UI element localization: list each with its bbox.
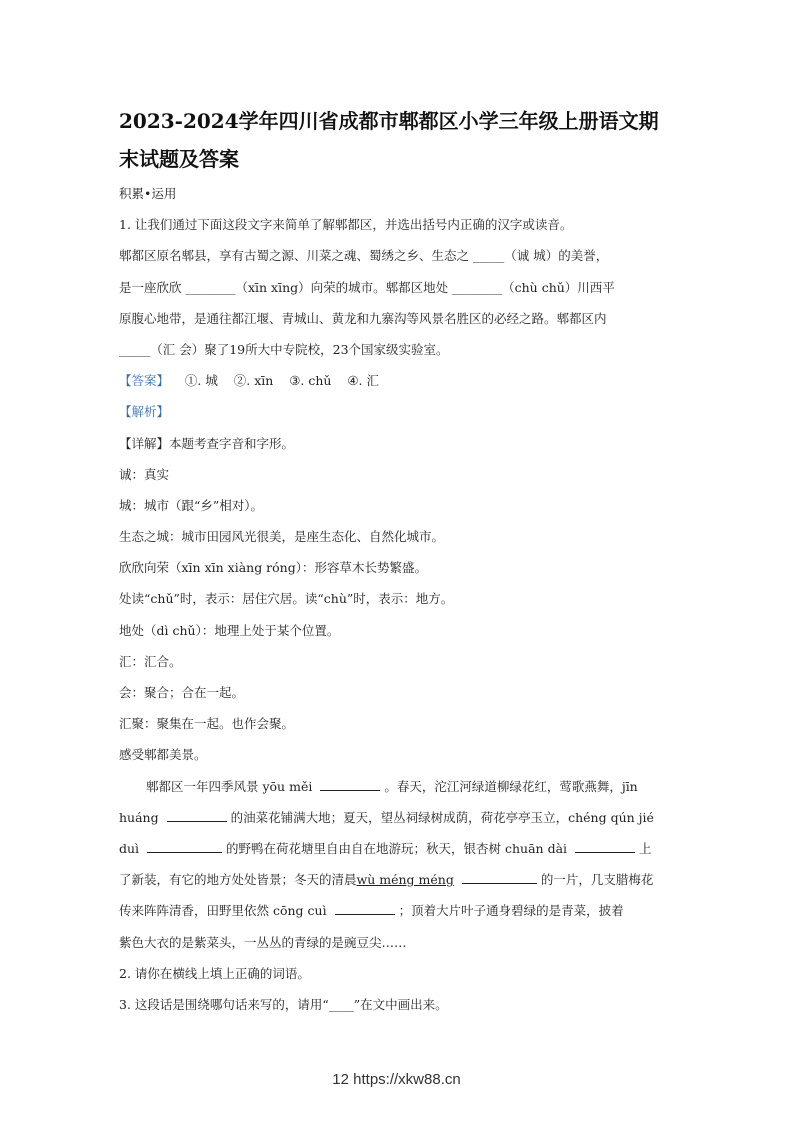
fill-in-blank <box>575 840 635 853</box>
text-line <box>119 777 679 808</box>
text-segment: huáng <box>119 809 163 825</box>
text-segment: duì <box>119 840 144 856</box>
text-line <box>119 745 679 776</box>
text-segment: 积累•运用 <box>119 186 177 201</box>
text-segment: 1. 让我们通过下面这段文字来简单了解郫都区，并选出括号内正确的汉字或读音。 <box>119 217 573 233</box>
document-body <box>119 184 679 1026</box>
text-segment: ①. 城 ②. xīn ③. chǔ ④. 汇 <box>169 373 379 389</box>
text-line <box>119 371 679 402</box>
text-segment: 汇聚：聚集在一起。也作会聚。 <box>119 716 295 732</box>
text-line <box>119 558 679 589</box>
text-line <box>119 839 679 870</box>
text-segment: wù méng méng <box>356 872 454 888</box>
text-line <box>119 527 679 558</box>
text-segment: 【详解】本题考查字音和字形。 <box>119 435 295 451</box>
text-segment: 的油菜花铺满大地；夏天，望丛祠绿树成荫，荷花亭亭玉立，chéng qún jié <box>230 809 654 825</box>
text-line <box>119 621 679 652</box>
text-segment: 会：聚合；合在一起。 <box>119 685 245 700</box>
text-segment <box>454 872 458 887</box>
text-segment: 欣欣向荣（xīn xīn xiàng róng）：形容草木长势繁盛。 <box>119 560 427 576</box>
text-line <box>119 995 679 1026</box>
text-segment: 紫色大衣的是紫菜头，一丛丛的青绿的是豌豆尖…… <box>119 934 407 950</box>
text-segment: 感受郫都美景。 <box>119 747 207 763</box>
text-segment: 城：城市（跟“乡”相对）。 <box>119 497 264 513</box>
text-line <box>119 465 679 496</box>
section-label: 【解析】 <box>119 404 170 420</box>
text-segment: 了新装，有它的地方处处皆景；冬天的清晨 <box>119 872 357 888</box>
text-segment: ；顶着大片叶子通身碧绿的是青菜，披着 <box>398 903 624 919</box>
text-line <box>119 434 679 465</box>
text-line <box>119 278 679 309</box>
text-line <box>119 340 679 371</box>
text-line <box>119 246 679 277</box>
text-segment: 3. 这段话是围绕哪句话来写的，请用“____”在文中画出来。 <box>119 996 448 1012</box>
text-line <box>119 808 679 839</box>
text-segment: 郫都区一年四季风景 yōu měi <box>146 778 317 794</box>
fill-in-blank <box>167 809 227 822</box>
text-line <box>119 402 679 433</box>
text-segment: 传来阵阵清香，田野里依然 cōng cuì <box>119 903 331 919</box>
text-line <box>119 714 679 745</box>
fill-in-blank <box>320 778 380 791</box>
text-segment: 原腹心地带，是通往都江堰、青城山、黄龙和九寨沟等风景名胜区的必经之路。郫都区内 <box>119 310 607 326</box>
fill-in-blank <box>335 902 395 915</box>
fill-in-blank <box>462 871 537 884</box>
section-label: 【答案】 <box>119 373 170 389</box>
text-line <box>119 309 679 340</box>
text-segment: 汇：汇合。 <box>119 653 182 669</box>
title-line-2: 末试题及答案 <box>119 147 239 171</box>
text-segment: 郫都区原名郫县，享有古蜀之源、川菜之魂、蜀绣之乡、生态之 _____（诚 城）的美誉， <box>119 248 609 264</box>
text-segment: _____（汇 会）聚了19所大中专院校，23个国家级实验室。 <box>119 341 449 357</box>
document-title <box>119 102 679 178</box>
text-segment: 。春天，沱江河绿道柳绿花红，莺歌燕舞，jīn <box>384 778 638 794</box>
text-line <box>119 683 679 714</box>
text-segment: 是一座欣欣 ________（xīn xīng）向荣的城市。郫都区地处 ________（chù chǔ）川西平 <box>119 279 615 295</box>
text-segment: 生态之城：城市田园风光很美，是座生态化、自然化城市。 <box>119 529 445 545</box>
text-line <box>119 870 679 901</box>
title-line-1: 2023-2024学年四川省成都市郫都区小学三年级上册语文期 <box>119 109 659 133</box>
fill-in-blank <box>147 840 222 853</box>
text-segment: 地处（dì chǔ）：地理上处于某个位置。 <box>119 622 340 638</box>
page-footer: 12 https://xkw88.cn <box>332 1071 461 1088</box>
text-line <box>119 652 679 683</box>
text-line <box>119 496 679 527</box>
text-segment: 2. 请你在横线上填上正确的词语。 <box>119 965 310 981</box>
text-line <box>119 964 679 995</box>
text-segment: 处读“chǔ”时，表示：居住穴居。读“chù”时，表示：地方。 <box>119 591 454 607</box>
text-segment: 诚：真实 <box>119 466 170 482</box>
text-line <box>119 589 679 620</box>
text-segment: 的一片，几支腊梅花 <box>540 872 654 888</box>
text-line <box>119 933 679 964</box>
text-segment: 的野鸭在荷花塘里自由自在地游玩；秋天，银杏树 chuān dài <box>226 840 572 856</box>
text-line <box>119 215 679 246</box>
text-line <box>119 184 679 215</box>
text-line <box>119 901 679 932</box>
text-segment: 上 <box>639 840 652 856</box>
